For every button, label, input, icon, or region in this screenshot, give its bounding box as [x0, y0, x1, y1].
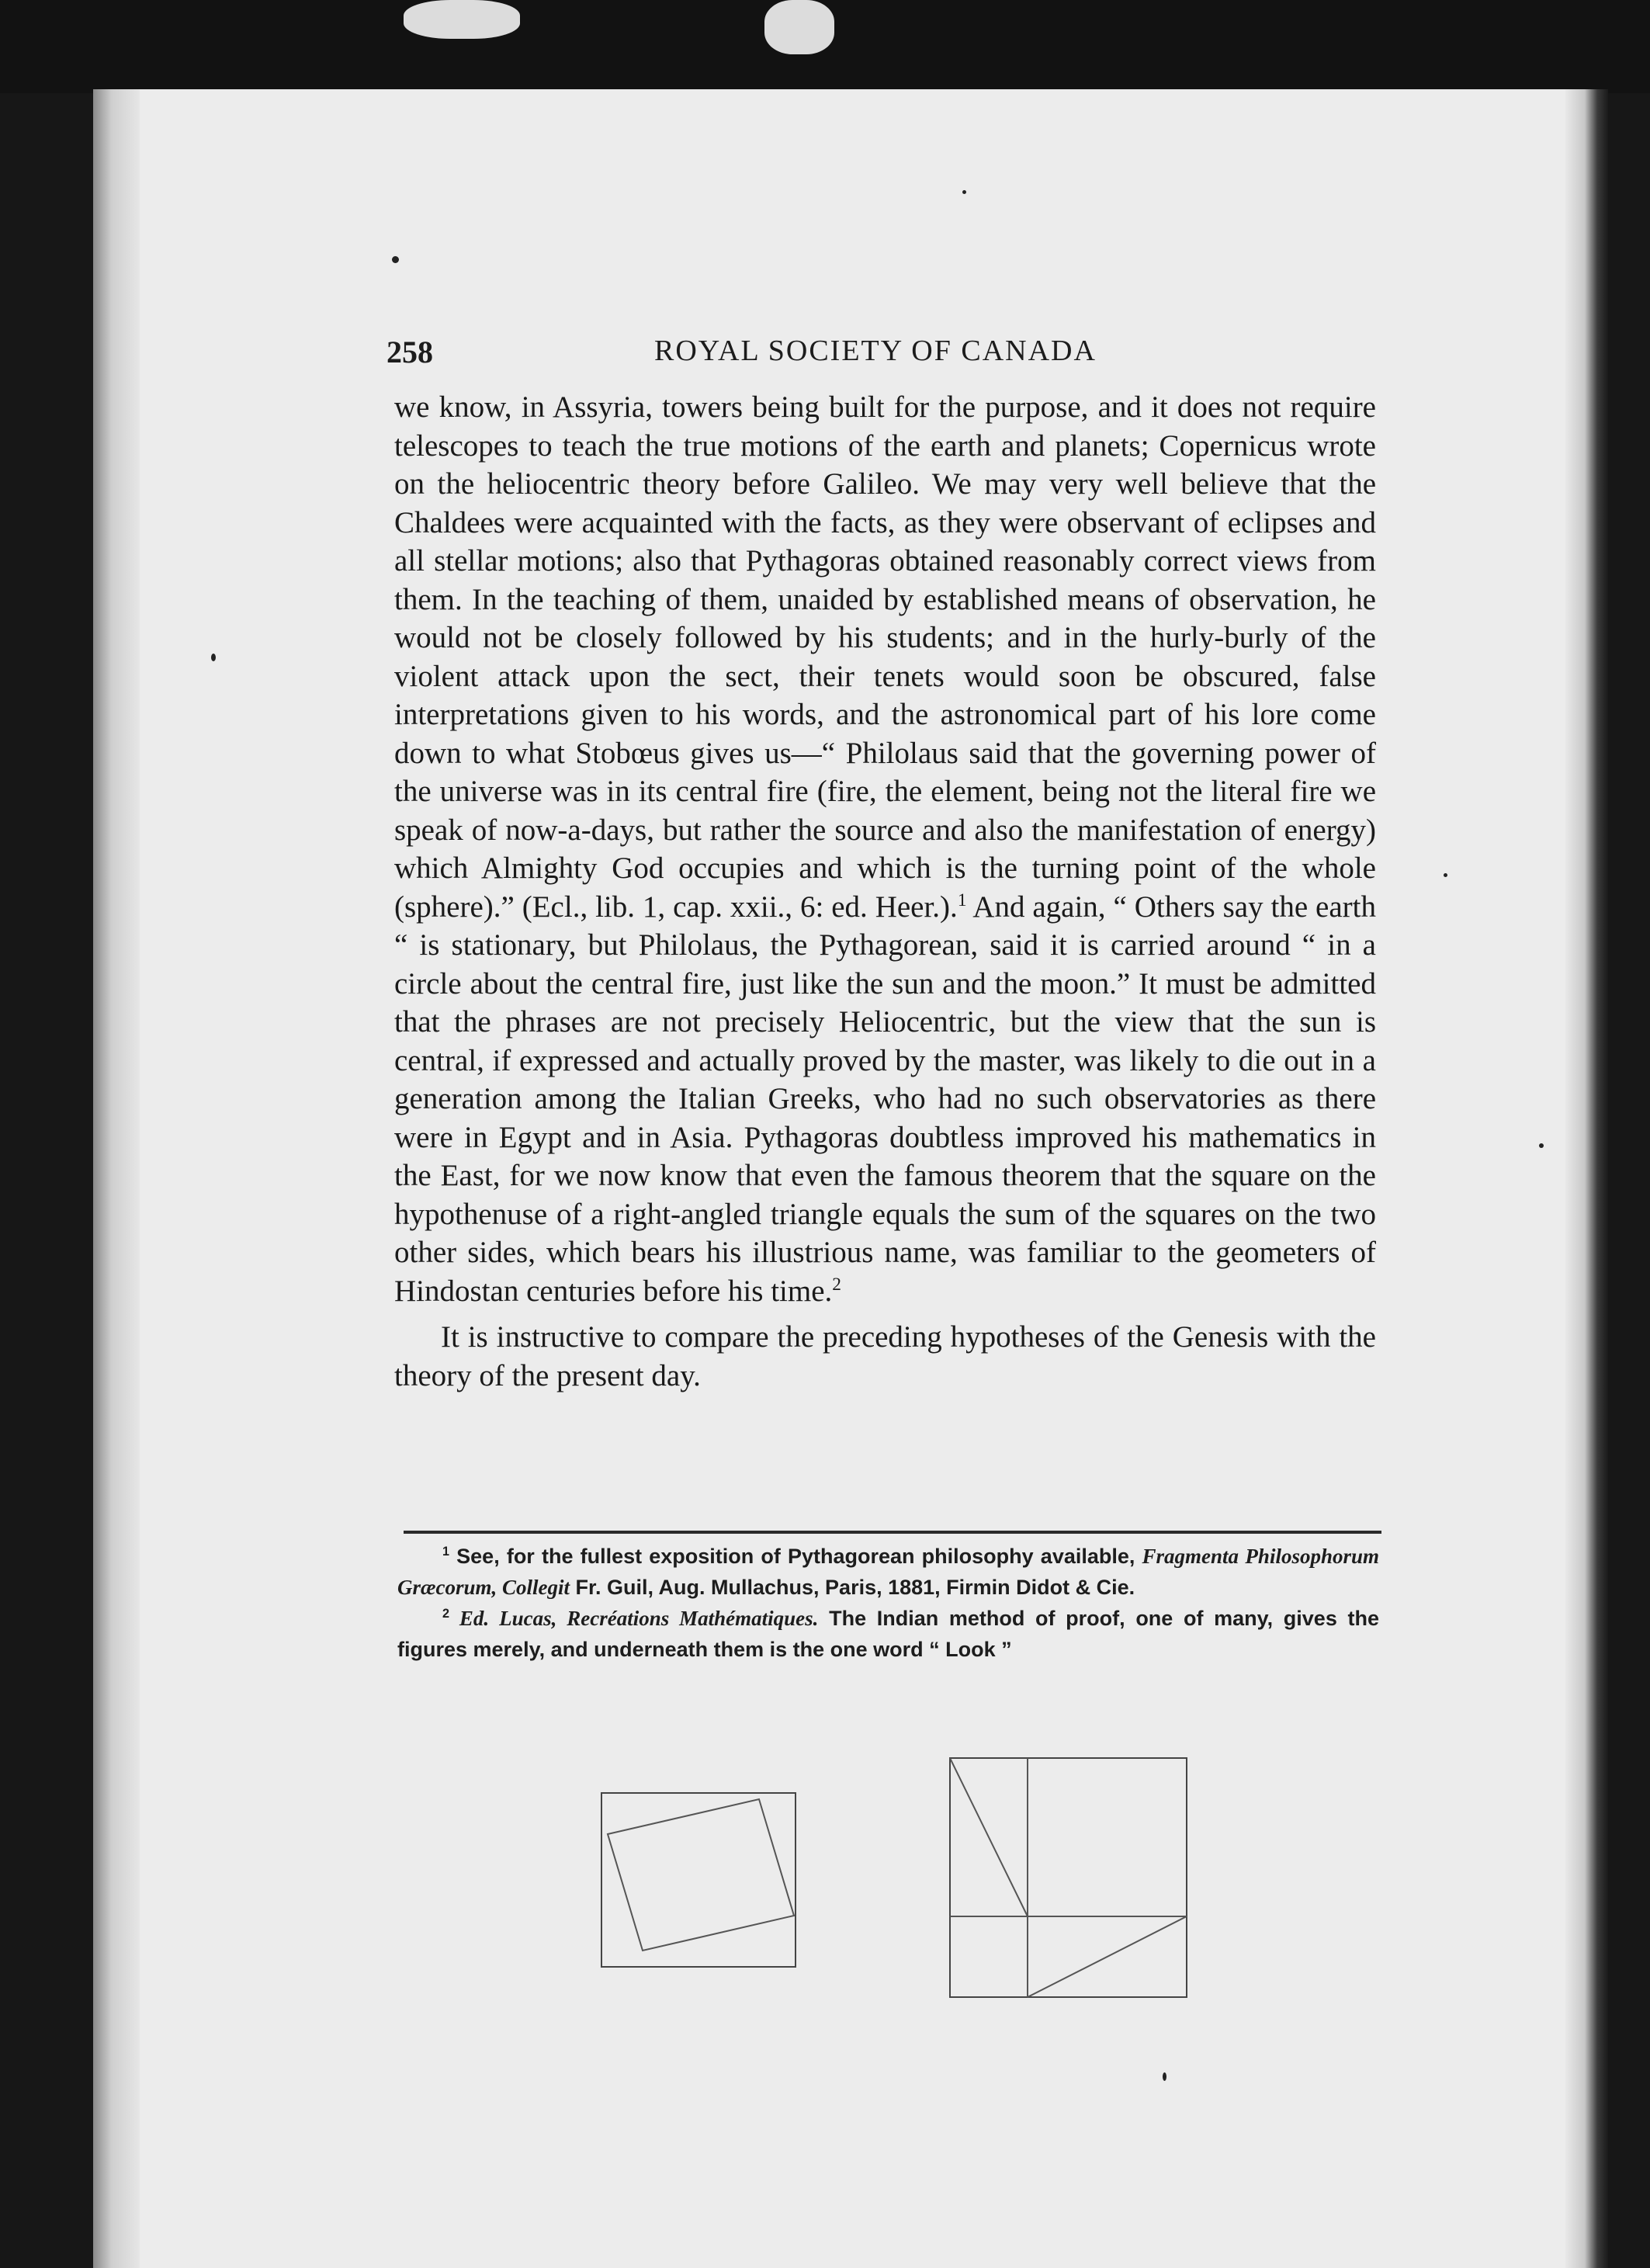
citation-title: Ed. Lucas, Recréations Mathématiques. — [449, 1607, 819, 1630]
footnote-mark: 1 — [442, 1545, 450, 1559]
body-text — [394, 388, 1376, 1395]
footnote-mark: 2 — [442, 1607, 450, 1621]
paragraph-text: And again, “ Others say the earth “ is stationary, but Philolaus, the Pythagorean, said it is carried around “ in a circle about the central fire, just like the sun and the moon.” It must be admitted that the phrases are not precisely Heliocentric, but the view that the sun is central, if expressed and actually proved by the master, was likely to die out in a generation among the Italian Greeks, who had no such observatories as there were in Egypt and in Asia. Pythagoras doubtless improved his mathematics in the East, for we now know that even the famous theorem that the square on the hypothenuse of a right-angled triangle equals the sum of the squares on the two other sides, which bears his illustrious name, was familiar to the geometers of Hindostan centuries before his time. — [394, 890, 1376, 1308]
page-header — [387, 334, 1388, 380]
paragraph-text: we know, in Assyria, towers being built for the purpose, and it does not require telescopes to teach the true motions of the earth and planets; Copernicus wrote on the heliocentric theory before Galileo. We may very well believe that the Chaldees were acquainted with the facts, as they were observant of eclipses and all stellar motions; also that Pythagoras obtained reasonably correct views from them. In the teaching of them, unaided by established means of observation, he would not be closely followed by his students; and in the hurly-burly of the violent attack upon the sect, their tenets would soon be obscured, false interpretations given to his words, and the astronomical part of his lore come down to what Stobœus gives us—“ Philolaus said that the governing power of the universe was in its central fire (fire, the element, being not the literal fire we speak of now-a-days, but rather the source and also the manifestation of energy) which Almighty God occupies and which is the turning point of the whole (sphere).” (Ecl., lib. 1, cap. xxii., 6: ed. Heer.). — [394, 390, 1376, 924]
citation-title: Fragmenta Philosophorum Græcorum, Collegit — [397, 1545, 1379, 1599]
page-edge — [1565, 89, 1608, 2268]
paragraph: It is instructive to compare the preceding hypotheses of the Genesis with the theory of the present day. — [394, 1320, 1376, 1392]
paragraph — [394, 388, 1376, 1310]
footnote-2: $^2$ Ed. Lucas, Recréations Mathématiques. The Indian method of proof, one of many, gives the figures merely, and underneath them is the one word “ Look ” — [397, 1607, 1379, 1661]
scan-blot — [404, 0, 520, 39]
running-head: ROYAL SOCIETY OF CANADA — [654, 335, 1097, 367]
footnote-ref: 2 — [832, 1274, 841, 1295]
footnote-rule — [404, 1531, 1381, 1534]
footnotes — [397, 1541, 1379, 1665]
pythagorean-figure-tilted-square — [600, 1791, 798, 1970]
page-number: 258 — [387, 335, 433, 369]
pythagorean-figure-divided-square — [948, 1756, 1189, 2001]
scan-blot — [764, 0, 834, 54]
footnote-1: $^1$ See, for the fullest exposition of Pythagorean philosophy available, Fragmenta Philosophorum Græcorum, Collegit Fr. Guil, Aug. Mullachus, Paris, 1881, Firmin Didot & Cie. — [397, 1545, 1379, 1599]
page-gutter — [93, 89, 140, 2268]
footnote-ref: 1 — [957, 890, 967, 910]
